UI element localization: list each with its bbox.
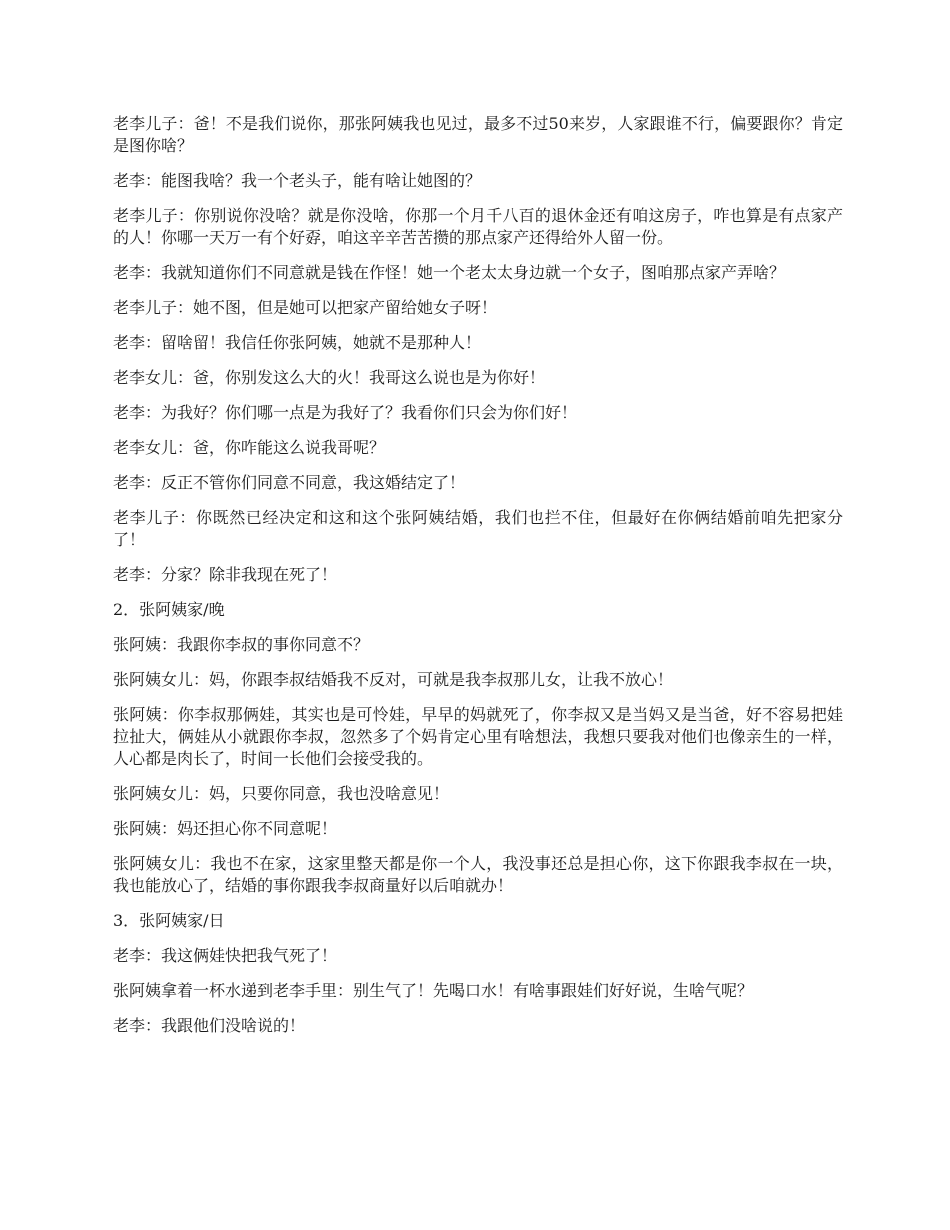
dialogue-paragraph: 老李儿子：你既然已经决定和这和这个张阿姨结婚，我们也拦不住，但最好在你俩结婚前咱先把家分了！ [113, 508, 843, 549]
dialogue-paragraph: 张阿姨女儿：我也不在家，这家里整天都是你一个人，我没事还总是担心你，这下你跟我李叔在一块，我也能放心了，结婚的事你跟我李叔商量好以后咱就办！ [113, 854, 843, 895]
dialogue-paragraph: 张阿姨：我跟你李叔的事你同意不？ [113, 635, 370, 654]
dialogue-paragraph: 老李：分家？除非我现在死了！ [113, 565, 338, 584]
dialogue-paragraph: 张阿姨拿着一杯水递到老李手里：别生气了！先喝口水！有啥事跟娃们好好说，生啥气呢？ [113, 981, 754, 1000]
dialogue-paragraph: 老李：留啥留！我信任你张阿姨，她就不是那种人！ [113, 333, 482, 352]
dialogue-paragraph: 张阿姨：你李叔那俩娃，其实也是可怜娃，早早的妈就死了，你李叔又是当妈又是当爸，好不容易把娃拉扯大，俩娃从小就跟你李叔，忽然多了个妈肯定心里有啥想法，我想只要我对他们也像亲生的一样，人心都是肉长了，时间一长他们会接受我的。 [113, 705, 843, 768]
dialogue-paragraph: 老李：反正不管你们同意不同意，我这婚结定了！ [113, 473, 466, 492]
scene-heading: 2．张阿姨家/晚 [113, 600, 225, 619]
dialogue-paragraph: 老李：能图我啥？我一个老头子，能有啥让她图的？ [113, 171, 482, 190]
dialogue-paragraph: 老李：我这俩娃快把我气死了！ [113, 946, 338, 965]
scene-heading: 3．张阿姨家/日 [113, 911, 225, 930]
dialogue-paragraph: 老李儿子：你别说你没啥？就是你没啥，你那一个月千八百的退休金还有咱这房子，咋也算是有点家产的人！你哪一天万一有个好孬，咱这辛辛苦苦攒的那点家产还得给外人留一份。 [113, 206, 843, 247]
dialogue-paragraph: 张阿姨：妈还担心你不同意呢！ [113, 819, 338, 838]
dialogue-paragraph: 张阿姨女儿：妈，你跟李叔结婚我不反对，可就是我李叔那儿女，让我不放心！ [113, 670, 674, 689]
dialogue-paragraph: 老李：为我好？你们哪一点是为我好了？我看你们只会为你们好！ [113, 403, 578, 422]
dialogue-paragraph: 老李：我跟他们没啥说的！ [113, 1016, 306, 1035]
dialogue-paragraph: 老李：我就知道你们不同意就是钱在作怪！她一个老太太身边就一个女子，图咱那点家产弄啥？ [113, 263, 786, 282]
dialogue-paragraph: 老李女儿：爸，你别发这么大的火！我哥这么说也是为你好！ [113, 368, 546, 387]
dialogue-paragraph: 老李女儿：爸，你咋能这么说我哥呢？ [113, 438, 386, 457]
dialogue-paragraph: 老李儿子：她不图，但是她可以把家产留给她女子呀！ [113, 298, 498, 317]
document-page [113, 113, 843, 1050]
dialogue-paragraph: 张阿姨女儿：妈，只要你同意，我也没啥意见！ [113, 784, 450, 803]
dialogue-paragraph: 老李儿子：爸！不是我们说你，那张阿姨我也见过，最多不过50来岁，人家跟谁不行，偏要跟你？肯定是图你啥？ [113, 114, 843, 155]
